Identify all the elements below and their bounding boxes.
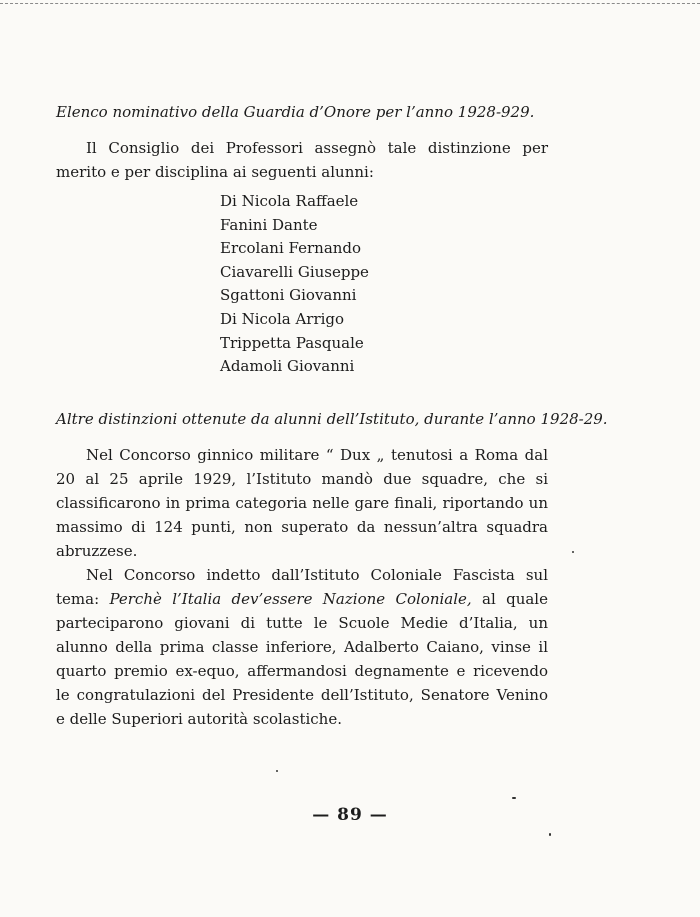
guard-intro-paragraph: Il Consiglio dei Professori assegnò tale distinzione per merito e per disciplina ai seguenti alunni: bbox=[56, 139, 548, 181]
dux-competition-paragraph: Nel Concorso ginnico militare “ Dux „ tenutosi a Roma dal 20 al 25 aprile 1929, l’Istituto mandò due squadre, che si classificarono in prima categoria nelle gare finali, riportando un massimo di 124 punti, non superato da nessun’altra squadra abruzzese. bbox=[56, 445, 548, 560]
scan-speck bbox=[549, 833, 551, 836]
student-name: Di Nicola Raffaele bbox=[220, 192, 359, 210]
scan-speck bbox=[572, 551, 574, 553]
student-name: Fanini Dante bbox=[220, 215, 318, 234]
student-name: Adamoli Giovanni bbox=[220, 357, 355, 376]
page-number: — 89 — bbox=[312, 805, 388, 825]
section-heading-other-distinctions: Altre distinzioni ottenute da alunni dell’Istituto, durante l’anno 1928-29. bbox=[56, 409, 608, 428]
colonial-contest-paragraph bbox=[56, 563, 548, 731]
colonial-contest-intro: Nel Concorso indetto dall’Istituto Coloniale Fascista sul tema: bbox=[56, 565, 548, 608]
section-heading-guard-of-honor: Elenco nominativo della Guardia d’Onore per l’anno 1928-929. bbox=[56, 103, 535, 121]
student-name-list bbox=[56, 190, 548, 379]
colonial-contest-details: al quale parteciparono giovani di tutte le Scuole Medie d’Italia, un alunno della prima classe inferiore, Adalberto Caiano, vinse il quarto premio ex-equo, affermandosi degnamente e ricevendo le congratulazioni del Presidente dell’Istituto, Senatore Venino e delle Superiori autorità scolastiche. bbox=[56, 589, 548, 728]
student-name: Ciavarelli Giuseppe bbox=[220, 262, 369, 281]
document-page bbox=[56, 100, 608, 731]
top-border-rule bbox=[0, 3, 700, 4]
student-name: Trippetta Pasquale bbox=[220, 333, 364, 352]
student-name: Di Nicola Arrigo bbox=[220, 309, 345, 328]
scan-speck bbox=[512, 797, 516, 799]
student-name: Sgattoni Giovanni bbox=[220, 286, 357, 305]
student-name: Ercolani Fernando bbox=[220, 239, 362, 258]
scan-speck bbox=[276, 770, 278, 772]
essay-title: Perchè l’Italia dev’essere Nazione Coloniale, bbox=[109, 589, 472, 608]
